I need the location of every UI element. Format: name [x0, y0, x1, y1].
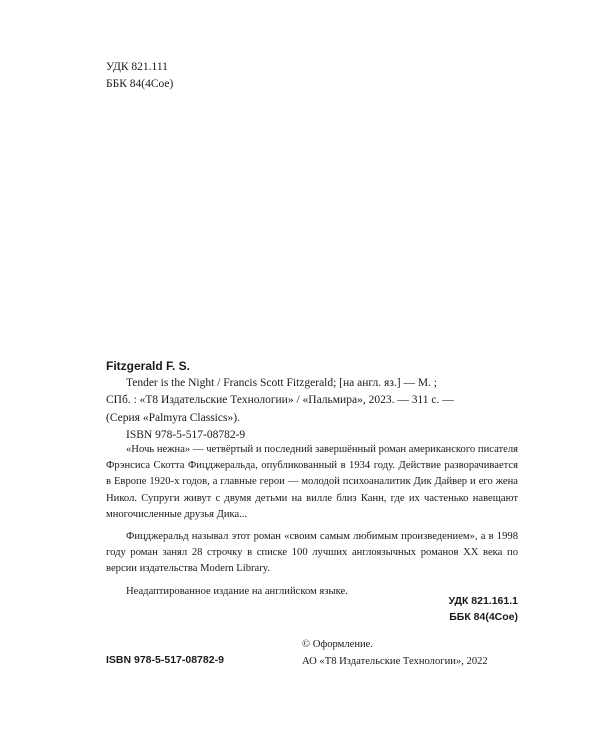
annotation-paragraph: Фицджеральд называл этот роман «своим самым любимым произведением», а в 1998 году роман занял 28 строчку в списке 100 лучших англоязычных романов XX века по версии издательства Modern Library.	[106, 531, 518, 575]
top-classification-block	[106, 59, 173, 93]
annotation-block	[106, 442, 518, 600]
imprint-line: СПб. : «Т8 Издательские Технологии» / «Пальмира», 2023. — 311 с. —	[106, 394, 454, 407]
series-line: (Серия «Palmyra Classics»).	[106, 411, 240, 424]
udk-code: УДК 821.161.1	[448, 595, 518, 607]
author-heading: Fitzgerald F. S.	[106, 359, 191, 373]
bbk-code: ББК 84(4Сое)	[449, 611, 518, 623]
bbk-code: ББК 84(4Сое)	[106, 78, 174, 90]
title-line: Tender is the Night / Francis Scott Fitzgerald; [на англ. яз.] — М. ;	[126, 377, 437, 390]
annotation-paragraph: «Ночь нежна» — четвёртый и последний завершённый роман американского писателя Фрэнсиса Скотта Фицджеральда, опубликованный в 1934 году. Действие разворачивается в Европе 1920-х годов, а главные герои — молодой психоаналитик Дик Дайвер и его жена Никол. Супруги живут с двумя детьми на вилле близ Канн, где их частенько навещают многочисленные друзья Дика...	[106, 444, 518, 520]
copyright-line: АО «Т8 Издательские Технологии», 2022	[302, 655, 488, 667]
annotation-paragraph: Неадаптированное издание на английском языке.	[126, 585, 348, 597]
isbn-line: ISBN 978-5-517-08782-9	[126, 428, 246, 441]
copyright-block	[302, 637, 488, 670]
bibliographic-record	[106, 358, 518, 444]
bottom-classification-block	[448, 593, 518, 625]
udk-code: УДК 821.111	[106, 61, 168, 73]
copyright-line: © Оформление.	[302, 639, 374, 650]
footer-isbn: ISBN 978-5-517-08782-9	[106, 654, 224, 666]
